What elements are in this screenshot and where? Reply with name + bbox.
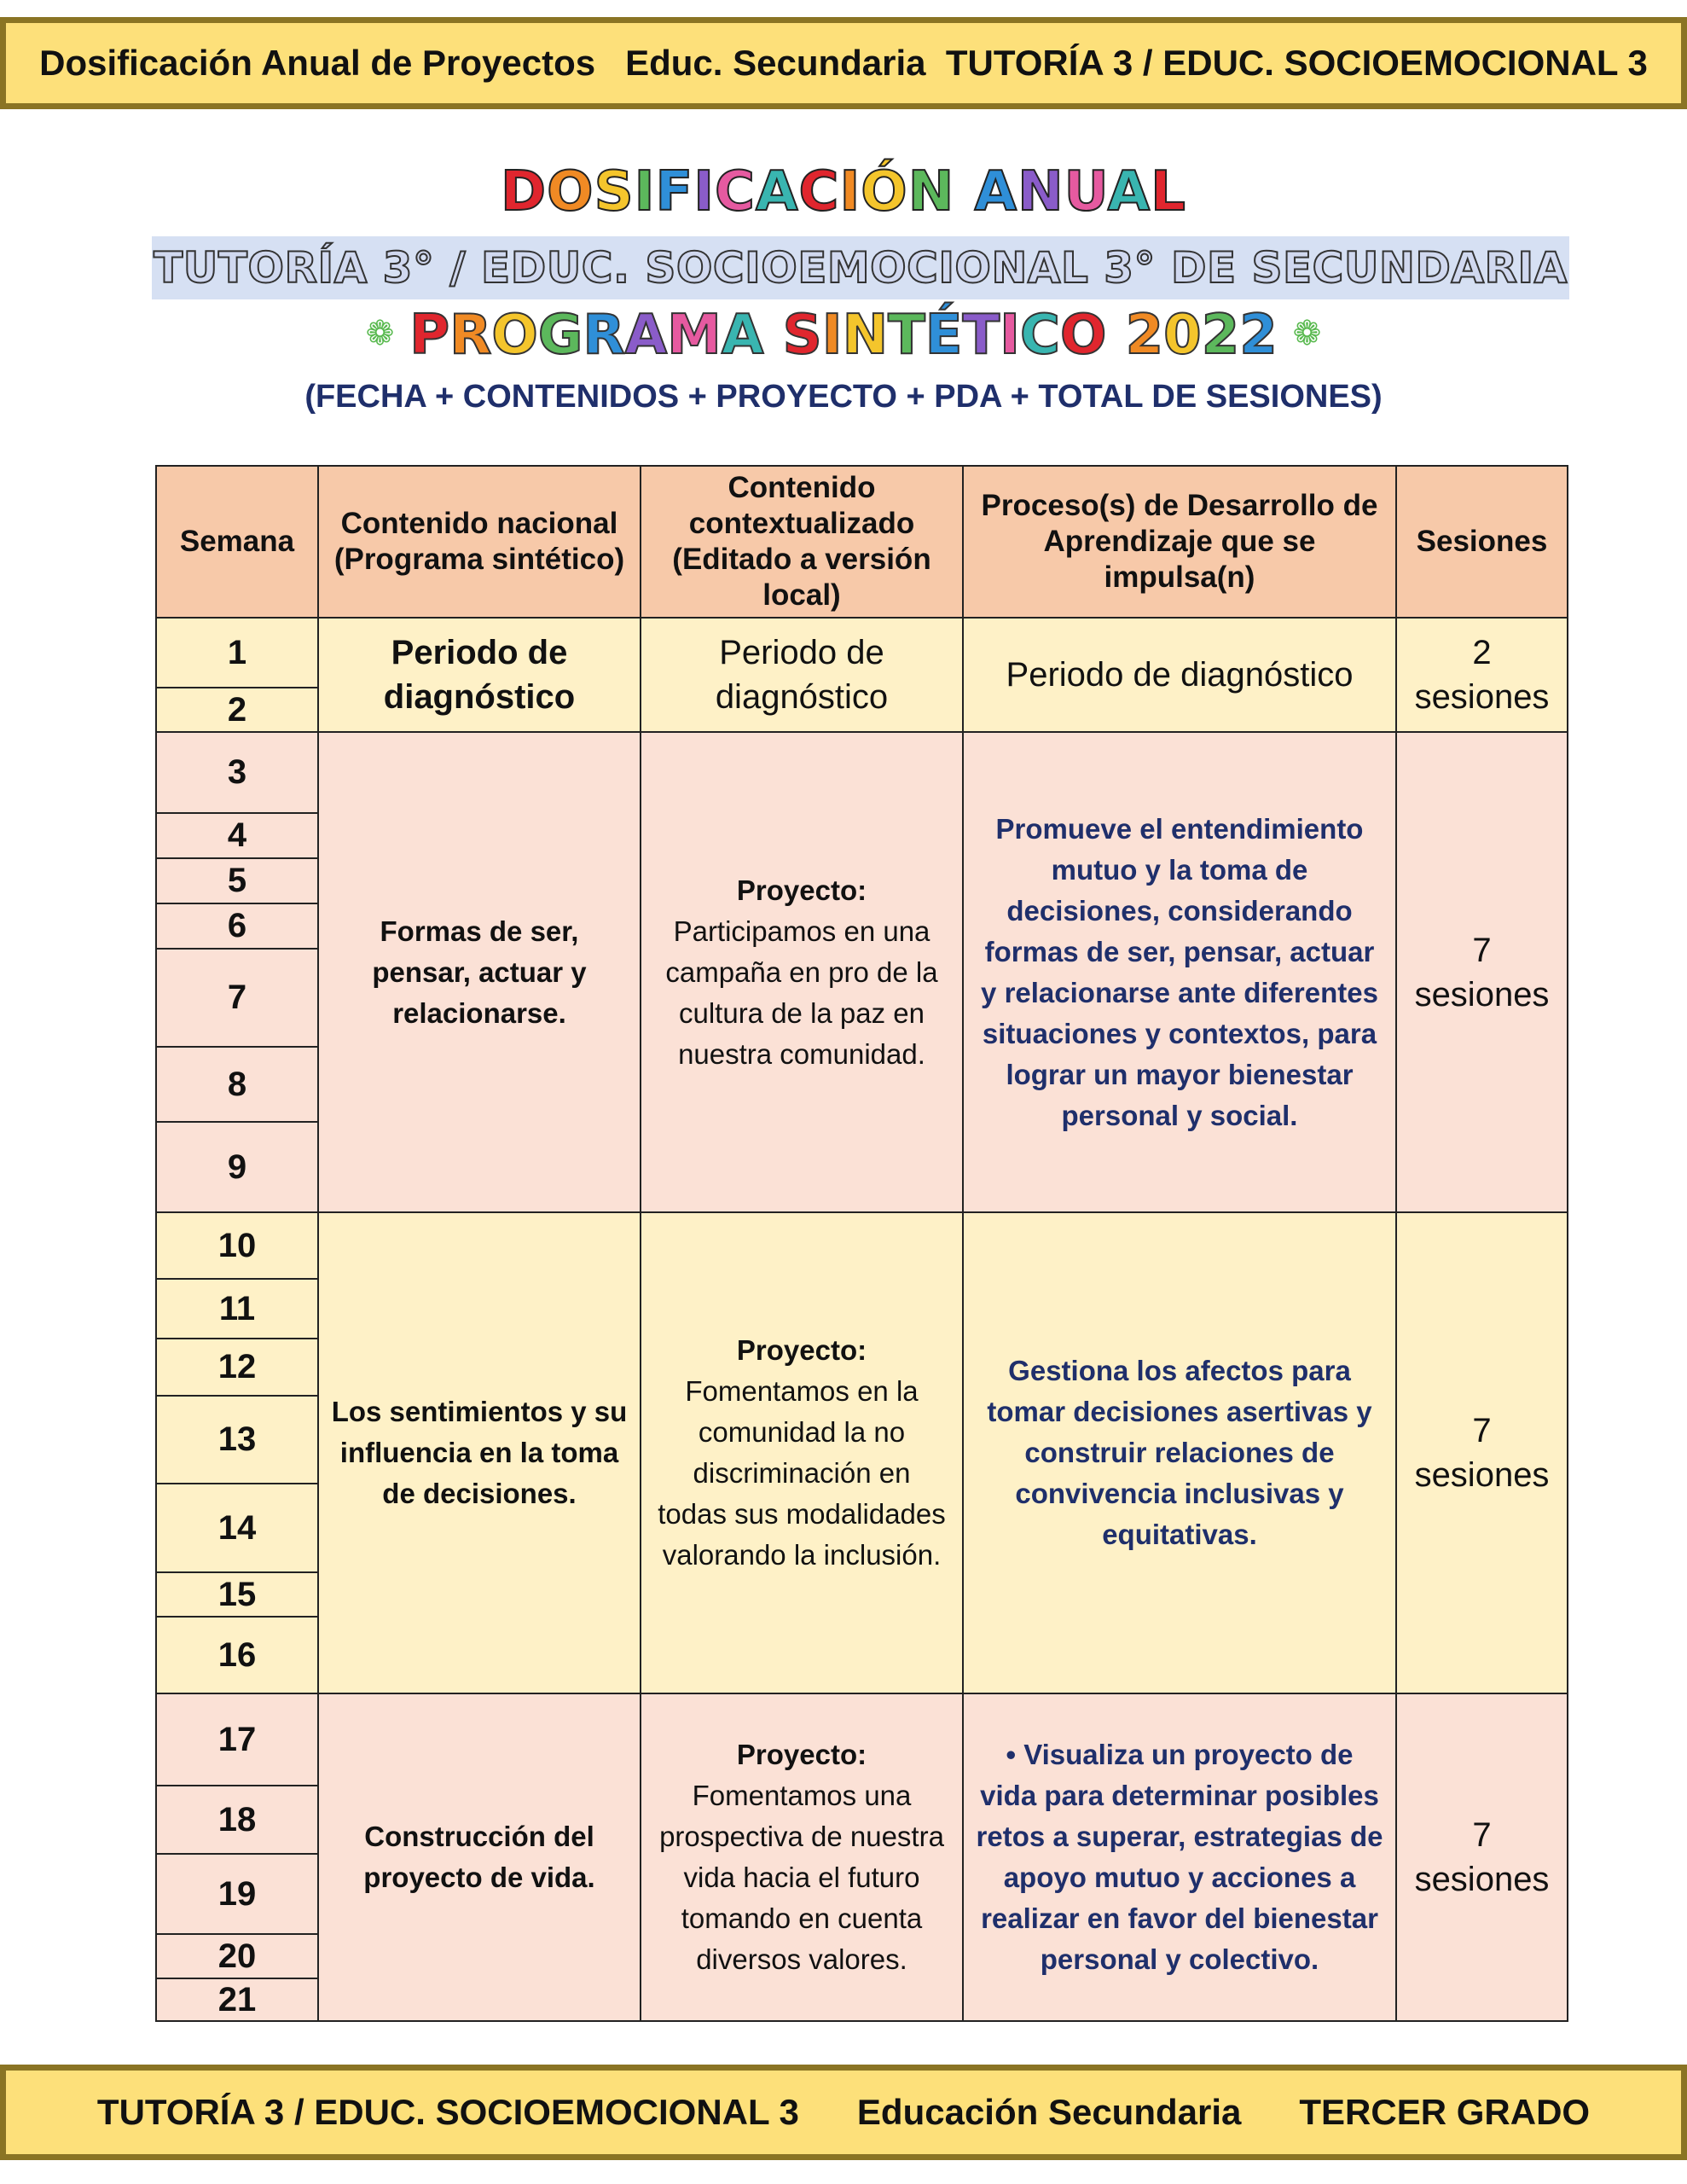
week-cell: 2 (156, 688, 318, 732)
sessions-number: 7 (1472, 1816, 1492, 1854)
sessions-number: 2 (1472, 634, 1492, 671)
sessions-word: sesiones (1414, 1861, 1550, 1898)
national-content-cell: Los sentimientos y su influencia en la toma de decisiones. (318, 1212, 641, 1693)
table-row (156, 1212, 1568, 1279)
week-cell: 12 (156, 1339, 318, 1396)
sessions-number: 7 (1472, 931, 1492, 969)
footer-level: Educación Secundaria (856, 2092, 1242, 2132)
sessions-word: sesiones (1414, 678, 1550, 716)
project-text: Fomentamos en la comunidad la no discriminación en todas sus modalidades valorando la inclusión. (658, 1375, 946, 1571)
table-row (156, 618, 1568, 688)
week-cell: 10 (156, 1212, 318, 1279)
pda-cell: Periodo de diagnóstico (963, 618, 1396, 732)
sessions-cell (1396, 618, 1568, 732)
header-pda: Proceso(s) de Desarrollo de Aprendizaje que se impulsa(n) (963, 466, 1396, 618)
week-cell: 13 (156, 1396, 318, 1484)
national-content-cell: Formas de ser, pensar, actuar y relacionarse. (318, 732, 641, 1212)
week-cell: 15 (156, 1572, 318, 1617)
week-cell: 21 (156, 1978, 318, 2021)
header-contextual: Contenido contextualizado (Editado a versión local) (641, 466, 963, 618)
subject-title: TUTORÍA 3° / EDUC. SOCIOEMOCIONAL 3° DE SECUNDARIA (152, 236, 1569, 299)
pda-cell: • Visualiza un proyecto de vida para determinar posibles retos a superar, estrategias de apoyo mutuo y acciones a realizar en favor del bienestar personal y colectivo. (963, 1693, 1396, 2021)
flower-icon-left: ❁ (365, 314, 395, 353)
sessions-word: sesiones (1414, 1456, 1550, 1494)
pda-cell: Gestiona los afectos para tomar decisiones asertivas y construir relaciones de convivencia inclusivas y equitativas. (963, 1212, 1396, 1693)
sessions-word: sesiones (1414, 975, 1550, 1014)
week-cell: 20 (156, 1934, 318, 1978)
flower-icon-right: ❁ (1292, 314, 1322, 353)
header-national: Contenido nacional (Programa sintético) (318, 466, 641, 618)
dosification-table (155, 465, 1568, 2022)
header-banner (0, 17, 1687, 109)
table-row (156, 732, 1568, 813)
header-week: Semana (156, 466, 318, 618)
subtitle: (FECHA + CONTENIDOS + PROYECTO + PDA + TOTAL DE SESIONES) (304, 379, 1383, 415)
national-content-cell: Periodo de diagnóstico (318, 618, 641, 732)
project-text: Participamos en una campaña en pro de la cultura de la paz en nuestra comunidad. (665, 915, 938, 1070)
week-cell: 4 (156, 813, 318, 858)
week-cell: 6 (156, 903, 318, 949)
week-cell: 11 (156, 1279, 318, 1339)
header-sessions: Sesiones (1396, 466, 1568, 618)
week-cell: 5 (156, 858, 318, 903)
sessions-cell (1396, 732, 1568, 1212)
pda-cell: Promueve el entendimiento mutuo y la toma de decisiones, considerando formas de ser, pensar, actuar y relacionarse ante diferentes situaciones y contextos, para lograr un mayor bienestar personal y social. (963, 732, 1396, 1212)
contextual-content-cell: Periodo de diagnóstico (641, 618, 963, 732)
week-cell: 14 (156, 1484, 318, 1572)
project-label: Proyecto: (736, 1334, 867, 1366)
week-cell: 8 (156, 1047, 318, 1122)
contextual-content-cell (641, 1212, 963, 1693)
header-banner-text: Dosificación Anual de Proyectos Educ. Secundaria TUTORÍA 3 / EDUC. SOCIOEMOCIONAL 3 (39, 43, 1648, 83)
project-text: Fomentamos una prospectiva de nuestra vida hacia el futuro tomando en cuenta diversos valores. (659, 1780, 944, 1975)
sessions-number: 7 (1472, 1412, 1492, 1449)
contextual-content-cell (641, 1693, 963, 2021)
week-cell: 1 (156, 618, 318, 688)
main-title: DOSIFICACIÓN ANUAL (501, 160, 1186, 224)
week-cell: 17 (156, 1693, 318, 1786)
week-cell: 3 (156, 732, 318, 813)
week-cell: 9 (156, 1122, 318, 1212)
week-cell: 7 (156, 949, 318, 1047)
table-header-row (156, 466, 1568, 618)
sessions-cell (1396, 1693, 1568, 2021)
week-cell: 16 (156, 1617, 318, 1693)
week-cell: 19 (156, 1854, 318, 1934)
footer-grade: TERCER GRADO (1299, 2092, 1591, 2132)
program-title-text: PROGRAMA SINTÉTICO 2022 (409, 304, 1278, 367)
project-label: Proyecto: (736, 874, 867, 906)
week-cell: 18 (156, 1786, 318, 1854)
footer-banner (0, 2065, 1687, 2160)
footer-subject: TUTORÍA 3 / EDUC. SOCIOEMOCIONAL 3 (96, 2092, 799, 2132)
project-label: Proyecto: (736, 1739, 867, 1770)
sessions-cell (1396, 1212, 1568, 1693)
contextual-content-cell (641, 732, 963, 1212)
table-row (156, 1693, 1568, 1786)
national-content-cell: Construcción del proyecto de vida. (318, 1693, 641, 2021)
program-title (0, 304, 1687, 367)
